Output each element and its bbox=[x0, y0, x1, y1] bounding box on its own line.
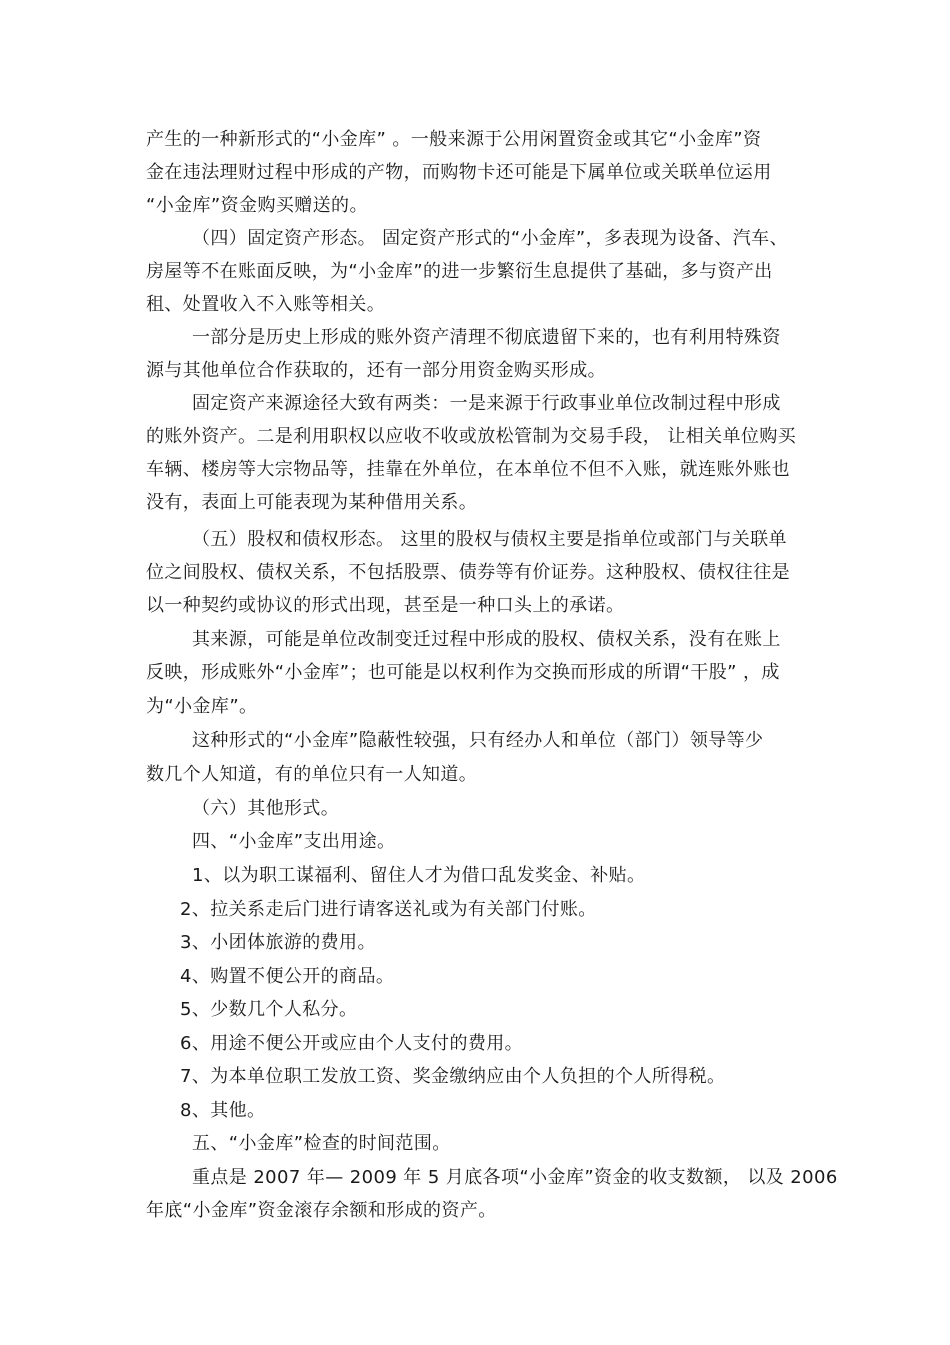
text-line: 产生的一种新形式的“小金库” 。一般来源于公用闲置资金或其它“小金库”资 bbox=[146, 129, 762, 150]
text-line: 以一种契约或协议的形式出现，甚至是一种口头上的承诺。 bbox=[146, 595, 625, 616]
text-line: 这种形式的“小金库”隐蔽性较强，只有经办人和单位（部门）领导等少 bbox=[192, 730, 764, 751]
text-line: 年底“小金库”资金滚存余额和形成的资产。 bbox=[146, 1200, 497, 1221]
text-line: 没有，表面上可能表现为某种借用关系。 bbox=[146, 492, 478, 513]
text-line: （五）股权和债权形态。 这里的股权与债权主要是指单位或部门与关联单 bbox=[192, 529, 787, 550]
text-line: 的账外资产。二是利用职权以应收不收或放松管制为交易手段， 让相关单位购买 bbox=[146, 426, 797, 447]
text-line: 8、其他。 bbox=[180, 1100, 266, 1121]
text-line: 1、以为职工谋福利、留住人才为借口乱发奖金、补贴。 bbox=[192, 865, 646, 886]
text-line: 车辆、楼房等大宗物品等，挂靠在外单位，在本单位不但不入账，就连账外账也 bbox=[146, 459, 790, 480]
text-line: （四）固定资产形态。 固定资产形式的“小金库”，多表现为设备、汽车、 bbox=[192, 228, 788, 249]
text-line: 四、“小金库”支出用途。 bbox=[192, 831, 396, 852]
text-line: 3、小团体旅游的费用。 bbox=[180, 932, 376, 953]
text-line: 反映，形成账外“小金库”；也可能是以权利作为交换而形成的所谓“干股” ，成 bbox=[146, 662, 780, 683]
text-line: 4、购置不便公开的商品。 bbox=[180, 966, 395, 987]
text-line: 一部分是历史上形成的账外资产清理不彻底遗留下来的，也有利用特殊资 bbox=[192, 327, 781, 348]
text-line: 房屋等不在账面反映，为“小金库”的进一步繁衍生息提供了基础，多与资产出 bbox=[146, 261, 773, 282]
text-line: 租、处置收入不入账等相关。 bbox=[146, 294, 386, 315]
text-line: 5、少数几个人私分。 bbox=[180, 999, 358, 1020]
text-line: 重点是 2007 年— 2009 年 5 月底各项“小金库”资金的收支数额， 以及 2006 bbox=[192, 1167, 838, 1188]
text-line: 金在违法理财过程中形成的产物，而购物卡还可能是下属单位或关联单位运用 bbox=[146, 162, 772, 183]
text-line: 数几个人知道，有的单位只有一人知道。 bbox=[146, 764, 478, 785]
text-line: 2、拉关系走后门进行请客送礼或为有关部门付账。 bbox=[180, 899, 597, 920]
text-line: 7、为本单位职工发放工资、奖金缴纳应由个人负担的个人所得税。 bbox=[180, 1066, 726, 1087]
text-line: “小金库”资金购买赠送的。 bbox=[146, 195, 368, 216]
text-line: 位之间股权、债权关系，不包括股票、债券等有价证券。这种股权、债权往往是 bbox=[146, 562, 790, 583]
text-line: 其来源，可能是单位改制变迁过程中形成的股权、债权关系，没有在账上 bbox=[192, 629, 781, 650]
text-line: 为“小金库”。 bbox=[146, 696, 258, 717]
text-line: 五、“小金库”检查的时间范围。 bbox=[192, 1133, 451, 1154]
text-line: 6、用途不便公开或应由个人支付的费用。 bbox=[180, 1033, 524, 1054]
text-line: 源与其他单位合作获取的，还有一部分用资金购买形成。 bbox=[146, 360, 606, 381]
text-line: （六）其他形式。 bbox=[192, 798, 340, 819]
text-line: 固定资产来源途径大致有两类：一是来源于行政事业单位改制过程中形成 bbox=[192, 393, 781, 414]
